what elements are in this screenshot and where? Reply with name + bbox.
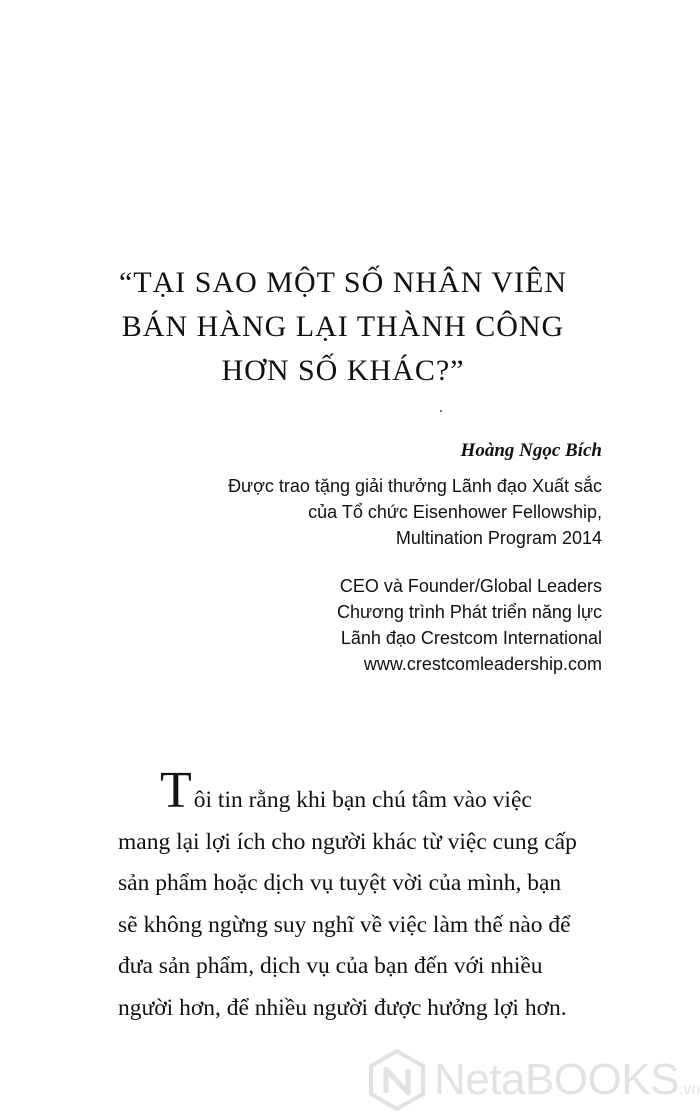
author-award-line: của Tổ chức Eisenhower Fellowship, — [308, 502, 602, 522]
body-line: sản phẩm hoặc dịch vụ tuyệt vời của mình, bạn — [118, 870, 562, 896]
body-line-1-text: ôi tin rằng khi bạn chú tâm vào việc — [193, 787, 532, 813]
author-award-line: Multination Program 2014 — [395, 528, 602, 548]
netabooks-watermark — [368, 1045, 698, 1115]
netabooks-logo-icon — [368, 1049, 426, 1111]
author-role — [42, 573, 602, 677]
chapter-title — [118, 261, 568, 393]
author-role-line: CEO và Founder/Global Leaders — [339, 576, 602, 596]
drop-cap: T — [160, 762, 192, 819]
body-line: đưa sản phẩm, dịch vụ của bạn đến với nhiều — [118, 953, 543, 979]
watermark-text — [434, 1055, 700, 1115]
author-role-line: Chương trình Phát triển năng lực — [336, 602, 602, 622]
chapter-title-line-2: BÁN HÀNG LẠI THÀNH CÔNG — [121, 310, 565, 343]
body-line-1 — [118, 762, 608, 822]
watermark-brand: NetaBOOKS — [434, 1055, 679, 1104]
author-role-line: Lãnh đạo Crestcom International — [340, 628, 602, 648]
author-name: Hoàng Ngọc Bích — [460, 440, 602, 461]
author-award — [42, 473, 602, 551]
body-paragraph — [118, 762, 608, 1029]
watermark-suffix: .vn — [678, 1081, 700, 1098]
chapter-title-line-1: “TẠI SAO MỘT SỐ NHÂN VIÊN — [118, 266, 568, 299]
author-website: www.crestcomleadership.com — [363, 654, 602, 674]
body-line: mang lại lợi ích cho người khác từ việc cung cấp — [118, 828, 577, 855]
author-award-line: Được trao tặng giải thưởng Lãnh đạo Xuất sắc — [228, 476, 602, 496]
body-line: người hơn, để nhiều người được hưởng lợi hơn. — [118, 994, 567, 1021]
chapter-title-line-3: HƠN SỐ KHÁC?” — [221, 354, 465, 387]
body-line: sẽ không ngừng suy nghĩ về việc làm thế nào để — [118, 911, 571, 938]
page-speck — [440, 410, 442, 412]
author-block — [42, 438, 602, 677]
